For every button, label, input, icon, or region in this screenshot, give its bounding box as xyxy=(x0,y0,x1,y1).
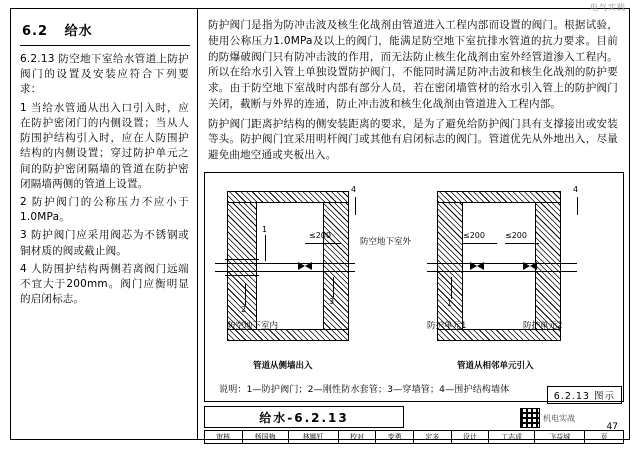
left-drawing-protective-valve xyxy=(298,262,312,271)
left-drawing-inner-wall xyxy=(323,191,349,341)
tb-cell-9: 页 xyxy=(600,433,608,441)
figure-panel xyxy=(204,172,624,402)
left-drawing-ceiling-slab xyxy=(227,191,349,203)
right-drawing-valve-2 xyxy=(523,262,537,271)
right-drawing-dimension-right: ≤200 xyxy=(505,231,527,240)
right-drawing-dim-line-left xyxy=(463,243,497,244)
left-drawing-sleeve-top xyxy=(225,259,259,260)
tb-cell-7: 工志成 xyxy=(489,431,535,443)
tb-cell-8: 飞益城 xyxy=(535,431,585,443)
left-drawing-pipe-bottom xyxy=(215,271,355,272)
tb-cell-3: 校对 xyxy=(339,431,377,443)
left-drawing-label-indoor: 防空地下室内 xyxy=(227,321,279,331)
left-drawing-callout-3: 3 xyxy=(329,297,335,306)
left-drawing-label-outdoor: 防空地下室外 xyxy=(360,237,412,247)
title-block-row xyxy=(204,430,624,444)
left-drawing-leader-4 xyxy=(355,197,356,215)
section-title: 给水 xyxy=(64,24,93,39)
clause-title: 6.2.13 防空地下室给水管道上防护阀门的设置及安装应符合下列要求： xyxy=(20,53,189,96)
stamp-text: 机电实战 xyxy=(543,413,575,423)
section-divider xyxy=(20,45,190,46)
right-drawing-valve-1 xyxy=(470,262,484,271)
left-drawing-callout-4: 4 xyxy=(351,185,357,194)
tb-cell-4: 变勇 xyxy=(376,431,414,443)
right-drawing-dimension-left: ≤200 xyxy=(463,231,485,240)
left-text-column xyxy=(12,10,197,438)
figure-index-badge: 6.2.13 图示 xyxy=(547,386,622,404)
right-drawing-pipe-top xyxy=(427,263,577,264)
left-drawing-leader-1 xyxy=(265,235,266,261)
publisher-stamp xyxy=(520,408,606,428)
right-drawing-callout-1: 1 xyxy=(447,299,453,308)
left-drawing-dimension: ≤200 xyxy=(309,231,331,240)
left-drawing-sleeve-bottom xyxy=(225,275,259,276)
section-heading xyxy=(22,20,189,39)
tb-cell-5: 定多 xyxy=(414,431,452,443)
left-drawing-pipe-top xyxy=(215,263,355,264)
tb-cell-6: 设计 xyxy=(452,431,490,443)
page-number: 47 xyxy=(606,422,618,432)
clause-item-1: 1 当给水管通从出入口引入时，应在防护密闭门的内侧设置；当从人防围护结构引入时，应在人防围护结构的内侧设置；穿过防护单元之间的防护密闭隔墙的管道在防护密闭隔墙两侧的管道上设置。 xyxy=(20,101,189,190)
right-content-column xyxy=(200,10,628,441)
left-drawing-callout-2: 2 xyxy=(241,305,247,314)
tb-cell-0: 审核 xyxy=(205,431,243,443)
left-drawing-caption: 管道从侧墙出入 xyxy=(253,361,313,371)
right-drawing-dim-line-right xyxy=(505,243,539,244)
right-drawing-callout-4: 4 xyxy=(573,185,579,194)
right-drawing-ceiling-slab xyxy=(437,191,561,203)
left-drawing-callout-1: 1 xyxy=(262,225,268,234)
right-drawing-leader-1 xyxy=(451,277,452,299)
clause-item-4: 4 人防围护结构两侧若离阀门远端不宜大于200mm。阀门应衡明显的启闭标志。 xyxy=(20,262,189,306)
clause-item-3: 3 防护阀门应采用阀芯为不锈钢或铜材质的阀或截止阀。 xyxy=(20,229,189,257)
tb-cell-1: 杨国梅 xyxy=(243,431,289,443)
explanatory-paragraph-2: 防护阀门距离护结构的侧安装距离的要求，是为了避免给防护阀门具有支撑接出或安装等头。防护阀门宜采用明杆阀门或其他有启闭标志的阀门。管道优先从外地出入，尽量避免曲地空通或夹板出入。 xyxy=(208,117,618,161)
right-drawing-label-unit2: 防护单元2 xyxy=(523,321,563,331)
explanatory-text xyxy=(200,10,628,172)
corner-watermark: 电气实践 xyxy=(590,3,626,12)
column-separator xyxy=(197,9,198,439)
section-number: 6.2 xyxy=(22,24,49,39)
right-drawing-caption: 管道从相邻单元引入 xyxy=(457,361,534,371)
left-drawing-dim-line xyxy=(305,243,341,244)
right-drawing-leader-4 xyxy=(577,197,578,215)
clause-item-2: 2 防护阀门的公称压力不应小于1.0MPa。 xyxy=(20,195,189,224)
figure-note: 说明：1—防护阀门；2—刚性防水套管；3—穿墙管；4—围护结构墙体 xyxy=(219,385,510,395)
explanatory-paragraph-1: 防护阀门是指为防冲击波及核生化战剂由管道进入工程内部而设置的阀门。根据试验，使用公称压力1.0MPa及以上的阀门，能满足防空地下室抗排水管道的抗力要求。目前的防爆破阀门只有防冲击波的作用，而无法防止核生化战剂由室外经管道渗入工程内。所以在给水引入管上单独设置防护阀门，不能同时满足防冲击波和核生化战剂的防护要求。由于防空地下室战时内部有部分人员，若在密闭墙管材的给水引入管上的防护阀门关闭，截断与外界的连通，防止冲击波和核生化战剂由管道进入工程内部。 xyxy=(208,19,618,110)
qr-code-icon xyxy=(520,408,540,428)
tb-cell-2: 林娜钉 xyxy=(289,431,339,443)
drawing-title: 给水-6.2.13 xyxy=(204,406,404,428)
left-drawing-leader-2 xyxy=(245,283,246,305)
right-drawing-label-unit1: 防护单元1 xyxy=(427,321,467,331)
right-drawing-pipe-bottom xyxy=(427,271,577,272)
left-drawing-leader-3 xyxy=(333,277,334,297)
